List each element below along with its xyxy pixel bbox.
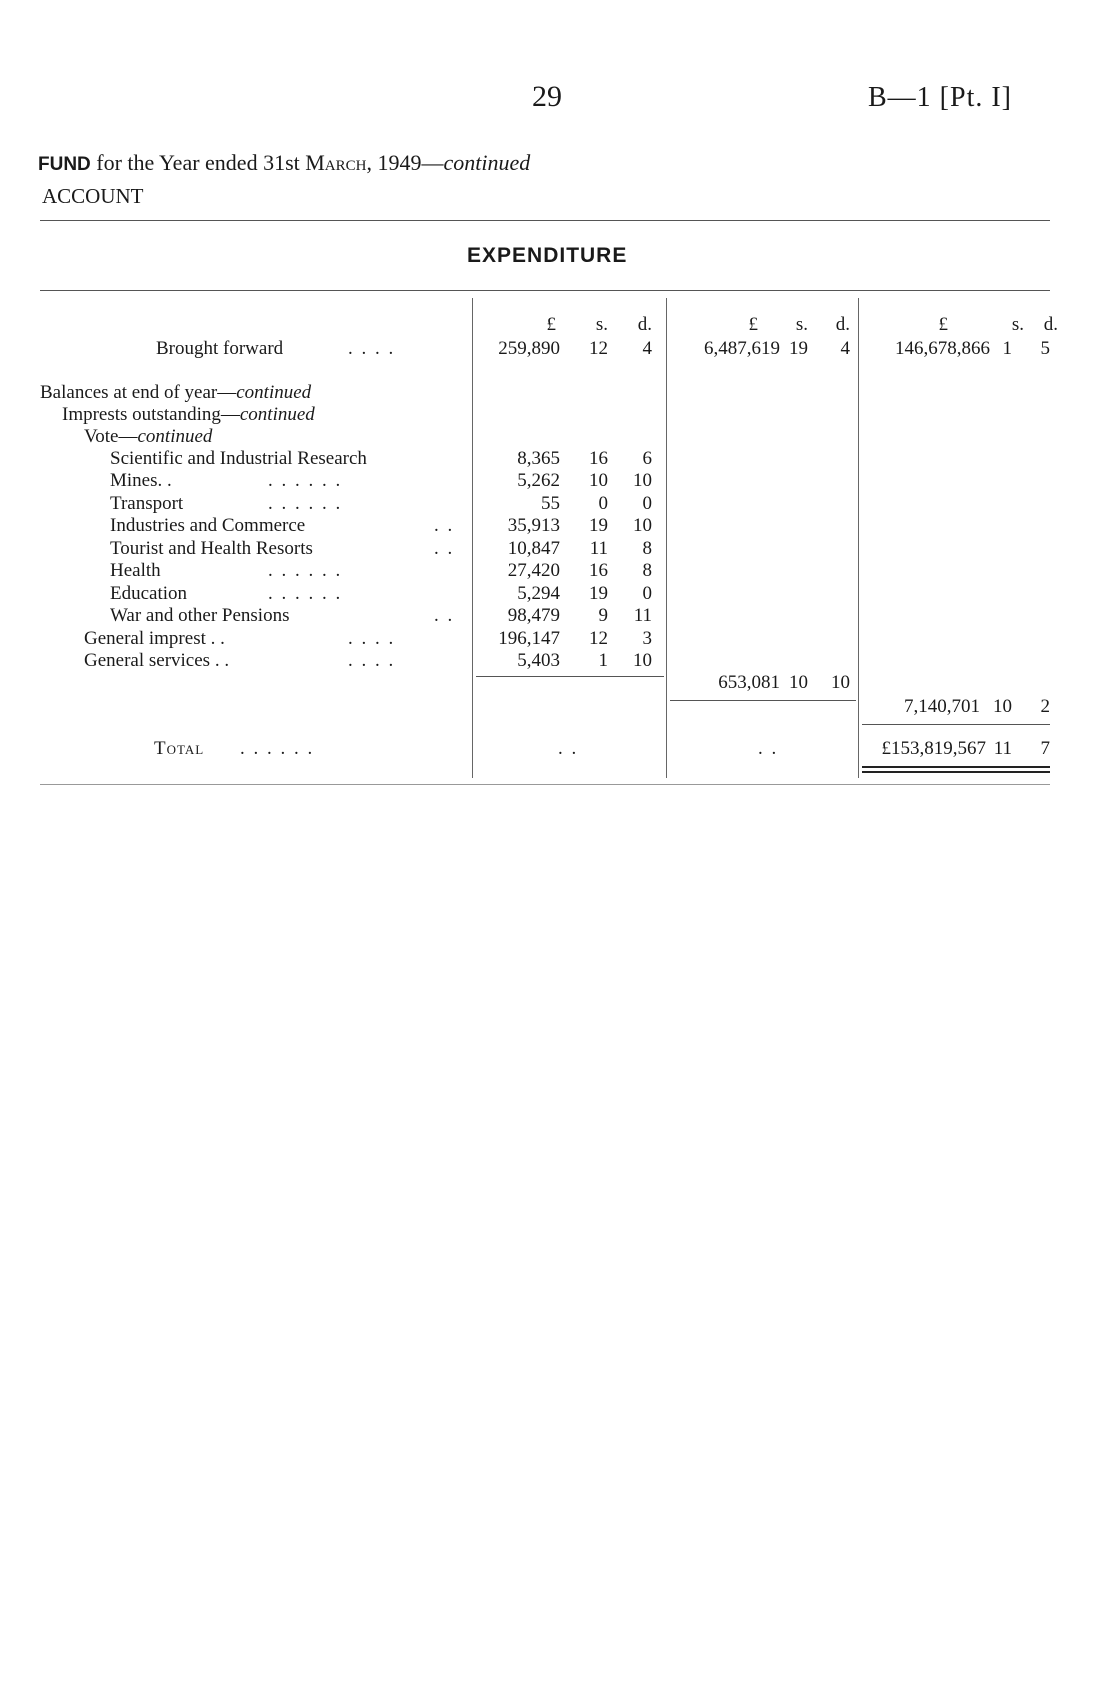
- top-rule: [40, 220, 1050, 221]
- item-shillings: 10: [589, 470, 608, 491]
- imprest-subtotal-pounds: 653,081: [718, 672, 780, 693]
- imprests-heading-continued: continued: [239, 404, 315, 425]
- column-separator-1: [472, 298, 473, 778]
- item-pence: 8: [642, 560, 652, 581]
- imprests-heading-text: Imprests outstanding—: [62, 404, 240, 425]
- brought-forward-col3-pounds: 146,678,866: [895, 338, 990, 359]
- fund-title-bold: FUND: [38, 154, 91, 175]
- page-number: 29: [532, 80, 562, 113]
- subtotal-rule-col1: [476, 676, 664, 677]
- brought-forward-col2-pounds: 6,487,619: [704, 338, 780, 359]
- brought-forward-col2-pence: 4: [840, 338, 850, 359]
- total-rule-col3: [862, 724, 1050, 725]
- document-reference: B—1 [Pt. I]: [868, 82, 1012, 113]
- fund-title-text: for the Year ended 31st: [90, 150, 306, 175]
- grand-total-pence: 7: [1040, 738, 1050, 759]
- column-separator-2: [666, 298, 667, 778]
- item-shillings: 1: [598, 650, 608, 671]
- item-pence: 10: [633, 650, 652, 671]
- item-shillings: 19: [589, 583, 608, 604]
- item-shillings: 19: [589, 515, 608, 536]
- item-pence: 10: [633, 515, 652, 536]
- item-pounds: 196,147: [498, 628, 560, 649]
- item-leader: . . . .: [348, 650, 396, 671]
- item-pounds: 5,403: [517, 650, 560, 671]
- col3-pence-header: d.: [1043, 314, 1058, 335]
- item-pounds: 5,294: [517, 583, 560, 604]
- item-pounds: 8,365: [517, 448, 560, 469]
- item-pounds: 27,420: [507, 560, 560, 581]
- grand-total-rule-1: [862, 766, 1050, 768]
- item-pence: 11: [633, 605, 652, 626]
- balances-total-pence: 2: [1040, 696, 1050, 717]
- total-col1-dots: . .: [558, 738, 579, 759]
- balances-heading-continued: continued: [236, 382, 312, 403]
- fund-title-month: March: [305, 150, 367, 175]
- col1-pence-header: d.: [637, 314, 652, 335]
- item-pounds: 55: [541, 493, 560, 514]
- item-shillings: 16: [589, 448, 608, 469]
- brought-forward-col3-shillings: 1: [1002, 338, 1012, 359]
- section-header-expenditure: EXPENDITURE: [467, 244, 628, 267]
- brought-forward-label: Brought forward: [156, 338, 284, 359]
- item-pounds: 35,913: [507, 515, 560, 536]
- brought-forward-col1-pence: 4: [642, 338, 652, 359]
- vote-heading-text: Vote—: [84, 426, 138, 447]
- item-label: War and other Pensions: [110, 605, 290, 626]
- item-pence: 6: [642, 448, 652, 469]
- brought-forward-leader: . . . .: [348, 338, 396, 359]
- item-shillings: 0: [598, 493, 608, 514]
- col1-shilling-header: s.: [595, 314, 608, 335]
- column-separator-3: [858, 298, 859, 778]
- vote-heading: [84, 426, 212, 448]
- item-leader: . . . . . .: [268, 583, 343, 604]
- item-shillings: 9: [598, 605, 608, 626]
- item-leader: . .: [434, 605, 455, 626]
- brought-forward-col1-pounds: 259,890: [498, 338, 560, 359]
- total-leader: . . . . . .: [240, 738, 315, 759]
- item-leader: . .: [434, 515, 455, 536]
- item-leader: . .: [434, 538, 455, 559]
- grand-total-rule-2: [862, 771, 1050, 773]
- header-rule: [40, 290, 1050, 291]
- balances-total-shillings: 10: [993, 696, 1012, 717]
- item-leader: . . . . . .: [268, 493, 343, 514]
- item-label: Tourist and Health Resorts: [110, 538, 313, 559]
- item-shillings: 11: [589, 538, 608, 559]
- item-shillings: 12: [589, 628, 608, 649]
- item-pence: 10: [633, 470, 652, 491]
- item-label: General imprest . .: [84, 628, 225, 649]
- brought-forward-col1-shillings: 12: [589, 338, 608, 359]
- imprest-subtotal-pence: 10: [831, 672, 850, 693]
- col3-pound-header: £: [938, 314, 948, 335]
- item-pounds: 5,262: [517, 470, 560, 491]
- item-label: Industries and Commerce: [110, 515, 306, 536]
- total-label: Total: [154, 738, 205, 759]
- item-pounds: 98,479: [507, 605, 560, 626]
- grand-total-shillings: 11: [993, 738, 1012, 759]
- item-label: Education: [110, 583, 188, 604]
- imprest-subtotal-shillings: 10: [789, 672, 808, 693]
- fund-title-continued: continued: [443, 150, 531, 175]
- imprests-heading: [62, 404, 315, 426]
- col2-pound-header: £: [748, 314, 758, 335]
- brought-forward-col2-shillings: 19: [789, 338, 808, 359]
- item-label: Mines. .: [110, 470, 172, 491]
- balances-heading: [40, 382, 311, 404]
- total-col2-dots: . .: [758, 738, 779, 759]
- account-label: ACCOUNT: [42, 184, 144, 208]
- grand-total-pounds: £153,819,567: [881, 738, 986, 759]
- item-shillings: 16: [589, 560, 608, 581]
- item-leader: . . . . . .: [268, 560, 343, 581]
- vote-heading-continued: continued: [137, 426, 213, 447]
- item-label: Scientific and Industrial Research: [110, 448, 367, 469]
- item-pence: 8: [642, 538, 652, 559]
- bottom-rule: [40, 784, 1050, 785]
- item-label: Transport: [110, 493, 184, 514]
- item-label: General services . .: [84, 650, 230, 671]
- balances-total-pounds: 7,140,701: [904, 696, 980, 717]
- item-pence: 0: [642, 583, 652, 604]
- item-pounds: 10,847: [507, 538, 560, 559]
- col3-shilling-header: s.: [1011, 314, 1024, 335]
- item-pence: 0: [642, 493, 652, 514]
- col2-shilling-header: s.: [795, 314, 808, 335]
- item-label: Health: [110, 560, 161, 581]
- fund-title-year: , 1949—: [366, 150, 444, 175]
- item-pence: 3: [642, 628, 652, 649]
- balances-heading-text: Balances at end of year—: [40, 382, 237, 403]
- brought-forward-col3-pence: 5: [1040, 338, 1050, 359]
- subtotal-rule-col2: [670, 700, 856, 701]
- col1-pound-header: £: [546, 314, 556, 335]
- col2-pence-header: d.: [835, 314, 850, 335]
- item-leader: . . . .: [348, 628, 396, 649]
- item-leader: . . . . . .: [268, 470, 343, 491]
- fund-title: [38, 150, 530, 176]
